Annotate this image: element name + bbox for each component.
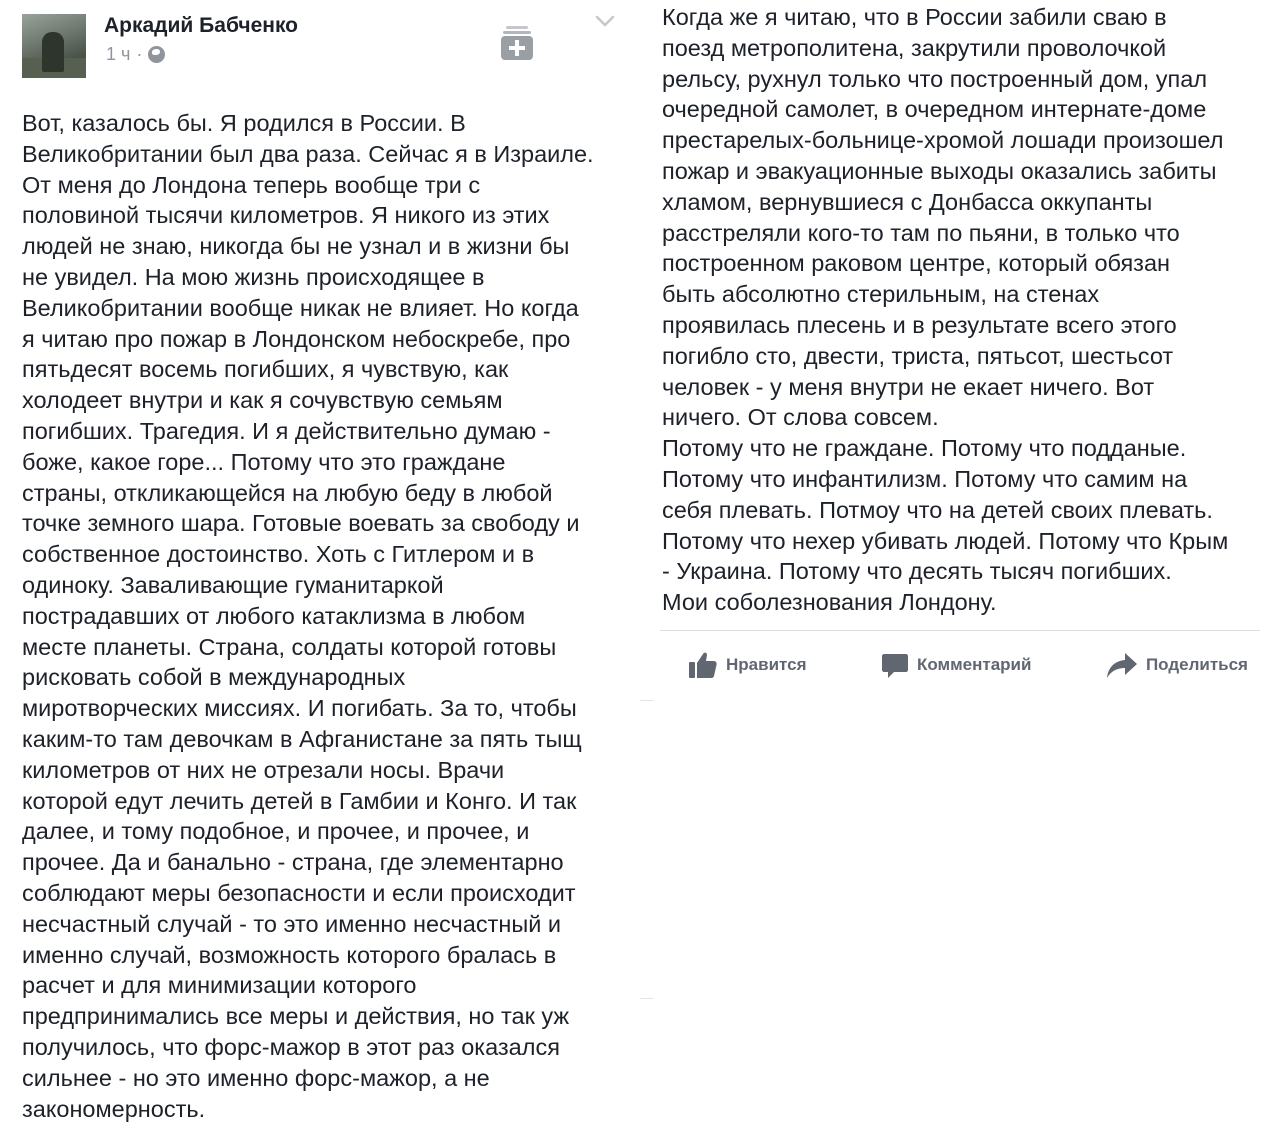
post-text-line: сильнее - но это именно форс-мажор, а не: [22, 1064, 490, 1091]
avatar-figure: [42, 32, 64, 72]
post-text-line: далее, и тому подобное, и прочее, и прочее, и: [22, 818, 530, 845]
post-text-line: Когда же я читаю, что в России забили сваю в: [662, 4, 1167, 30]
post-text-line: погибло сто, двести, триста, пятьсот, шестьсот: [662, 342, 1174, 369]
post-text-line: миротворческих миссиях. И погибать. За то, чтобы: [22, 695, 577, 722]
like-button[interactable]: [688, 651, 807, 679]
post-text-line: каким-то там девочкам в Афганистане за пять тыщ: [22, 725, 582, 752]
post-text-line: поезд метрополитена, закрутили проволочкой: [662, 34, 1167, 61]
post-text-line: точке земного шара. Готовые воевать за свободу и: [22, 510, 580, 537]
post-text-line: - Украина. Потому что десять тысяч погибших.: [662, 558, 1172, 585]
post-text-line: пожар и эвакуационные выходы оказались забиты: [662, 157, 1217, 184]
post-text-line: расстреляли кого-то там по пьяни, в только что: [662, 219, 1180, 246]
post-text-line: получилось, что форс-мажор в этот раз оказался: [22, 1033, 560, 1060]
post-text-line: прочее. Да и банально - страна, где элементарно: [22, 849, 564, 876]
post-text-line: несчастный случай - то это именно несчастный и: [22, 910, 562, 937]
post-text-line: Потому что инфантилизм. Потому что самим на: [662, 465, 1188, 492]
post-text-line: предпринимались все меры и действия, но так уж: [22, 1003, 570, 1030]
post-text-line: километров от них не отрезали носы. Врачи: [22, 756, 505, 783]
post-meta: [106, 44, 165, 65]
post-timestamp[interactable]: 1 ч: [106, 44, 131, 64]
share-arrow-icon: [1106, 651, 1138, 679]
post-text-line: Мои соболезнования Лондону.: [662, 589, 997, 616]
post-text-line: рисковать собой в международных: [22, 664, 406, 691]
post-text-line: Великобритании был два раза. Сейчас я в Израиле.: [22, 140, 594, 167]
edge-mark: [640, 700, 654, 701]
comment-label: Комментарий: [916, 655, 1032, 674]
post-header: [22, 14, 622, 78]
comment-button[interactable]: [881, 651, 1031, 679]
post-text-line: построенном раковом центре, который обязан: [662, 250, 1171, 277]
comment-icon: [881, 651, 909, 679]
post-text-line: собственное достоинство. Хоть с Гитлером и в: [22, 541, 535, 568]
author-name[interactable]: Аркадий Бабченко: [104, 14, 299, 37]
share-label: Поделиться: [1145, 655, 1248, 674]
action-bar: [660, 640, 1260, 690]
thumbs-up-icon: [688, 651, 718, 679]
post-text-line: себя плевать. Потмоу что на детей своих плевать.: [662, 496, 1213, 523]
post-text-line: проявилась плесень и в результате всего этого: [662, 311, 1177, 338]
post-text-line: расчет и для минимизации которого: [22, 972, 417, 999]
post-text-line: Потому что не граждане. Потому что подданые.: [662, 435, 1187, 462]
post-text-line: пострадавших от любого катаклизма в любом: [22, 602, 526, 629]
avatar[interactable]: [22, 14, 86, 78]
post-text-line: пятьдесят восемь погибших, я чувствую, как: [22, 356, 509, 383]
like-label: Нравится: [726, 655, 807, 674]
actions-divider: [660, 630, 1260, 631]
post-text-line: Потому что нехер убивать людей. Потому что Крым: [662, 527, 1229, 554]
post-text-line: половиной тысячи километров. Я никого из этих: [22, 202, 550, 229]
post-text-line: именно случай, возможность которого бралась в: [22, 941, 557, 968]
post-text-line: холодеет внутри и как я сочувствую семьям: [22, 387, 503, 414]
post-text-line: рельсу, рухнул только что построенный дом, упал: [662, 65, 1208, 92]
save-icon[interactable]: [500, 24, 534, 62]
post-text-line: ничего. От слова совсем.: [662, 404, 939, 431]
right-column: [640, 0, 1280, 1133]
post-text-line: месте планеты. Страна, солдаты которой готовы: [22, 633, 557, 660]
meta-separator: ·: [136, 44, 143, 64]
post-text-line: боже, какое горе... Потому что это граждане: [22, 448, 506, 475]
globe-icon[interactable]: [148, 46, 165, 63]
post-text-line: Вот, казалось бы. Я родился в России. В: [22, 110, 466, 136]
post-text-line: очередной самолет, в очередном интернате-доме: [662, 96, 1207, 123]
share-button[interactable]: [1106, 651, 1248, 679]
post-text-line: Великобритании вообще никак не влияет. Но когда: [22, 294, 579, 321]
post-text-line: хламом, вернувшиеся с Донбасса оккупанты: [662, 188, 1153, 215]
post-text-line: закономерность.: [22, 1095, 206, 1122]
post-text-left: [22, 108, 632, 1124]
chevron-down-icon[interactable]: [594, 14, 616, 28]
post-text-line: страны, откликающейся на любую беду в любой: [22, 479, 553, 506]
post-text-line: соблюдают меры безопасности и если происходит: [22, 879, 576, 906]
post-text-right: [662, 2, 1272, 618]
post-text-line: не увидел. На мою жизнь происходящее в: [22, 263, 485, 290]
post-text-line: От меня до Лондона теперь вообще три с: [22, 171, 481, 198]
post-text-line: людей не знаю, никогда бы не узнал и в жизни бы: [22, 233, 570, 260]
post-text-line: человек - у меня внутри не екает ничего. Вот: [662, 373, 1155, 400]
post-text-line: которой едут лечить детей в Гамбии и Конго. И так: [22, 787, 577, 814]
post-text-line: одиноку. Заваливающие гуманитаркой: [22, 571, 444, 598]
post-text-line: быть абсолютно стерильным, на стенах: [662, 281, 1100, 308]
post-text-line: престарелых-больнице-хромой лошади произошел: [662, 127, 1224, 154]
post-text-line: погибших. Трагедия. И я действительно думаю -: [22, 417, 551, 444]
edge-mark: [640, 998, 654, 999]
post-text-line: я читаю про пожар в Лондонском небоскребе, про: [22, 325, 571, 352]
